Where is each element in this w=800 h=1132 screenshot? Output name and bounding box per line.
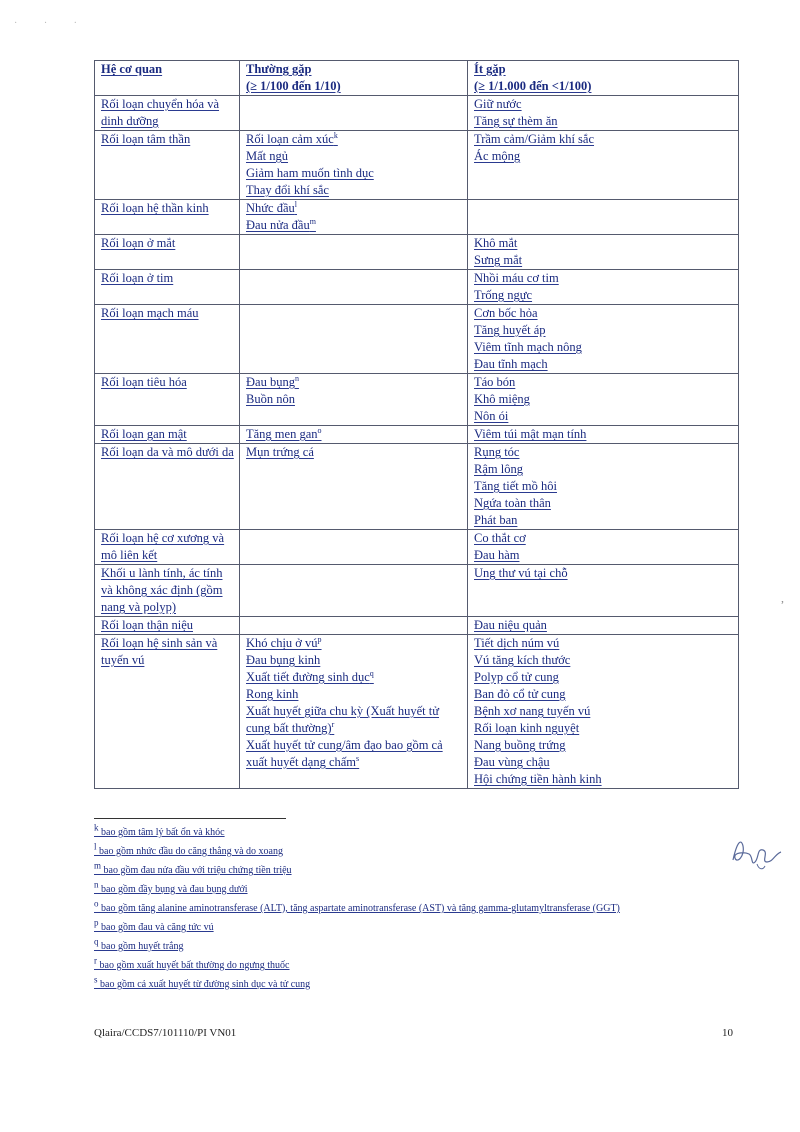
effect-item: Vú tăng kích thước	[474, 653, 571, 667]
organ-class-label: Rối loạn ở tim	[101, 271, 174, 285]
column-header-text: (≥ 1/100 đến 1/10)	[246, 79, 341, 93]
footnote	[94, 898, 744, 915]
footnote-separator	[94, 818, 286, 819]
effect-item: Ung thư vú tại chỗ	[474, 566, 568, 580]
uncommon-effects-cell	[468, 617, 739, 635]
common-effects-cell	[240, 530, 468, 565]
uncommon-effects-cell	[468, 635, 739, 789]
effect-item: Nhức đầu$^l$	[246, 199, 298, 215]
effect-item: Nang buồng trứng	[474, 738, 566, 752]
footnote-mark: s	[94, 974, 98, 985]
effect-item: Tiết dịch núm vú	[474, 636, 560, 650]
uncommon-effects-cell	[468, 131, 739, 200]
column-header	[468, 61, 739, 96]
organ-class-cell	[95, 305, 240, 374]
effect-item: Xuất huyết giữa chu kỳ (Xuất huyết tử cung bất thường)$^r$	[246, 704, 440, 735]
organ-class-cell	[95, 200, 240, 235]
scan-artifact: · · ·	[14, 18, 89, 29]
effect-item: Viêm túi mật mạn tính	[474, 427, 587, 441]
column-header-text: Thường gặp	[246, 62, 312, 76]
effect-item: Sưng mắt	[474, 253, 523, 267]
effect-item: Rối loạn cảm xúc$^k$	[246, 130, 338, 146]
footnote-mark: p	[94, 917, 99, 928]
common-effects-cell	[240, 426, 468, 444]
common-effects-cell	[240, 374, 468, 426]
uncommon-effects-cell	[468, 426, 739, 444]
footnote	[94, 974, 744, 991]
effect-item: Giảm ham muốn tình dục	[246, 166, 374, 180]
effect-item: Khó chịu ở $vú^p$	[246, 634, 322, 650]
effect-item: Nhồi máu cơ tim	[474, 271, 559, 285]
footnote	[94, 879, 744, 896]
effect-item: Đau hàm	[474, 548, 520, 562]
footnote-text: bao gồm cả xuất huyết từ đường sinh dục và tử cung	[100, 979, 311, 990]
footnote-text: bao gồm đầy bụng và đau bụng dưới	[101, 884, 248, 895]
organ-class-label: Rối loạn ở mắt	[101, 236, 176, 250]
effect-item: Trống ngực	[474, 288, 533, 302]
uncommon-effects-cell	[468, 374, 739, 426]
table-row	[95, 200, 739, 235]
common-effects-cell	[240, 131, 468, 200]
column-header	[240, 61, 468, 96]
organ-class-label: Rối loạn mạch máu	[101, 306, 199, 320]
organ-class-label: Rối loạn da và mô dưới da	[101, 445, 234, 459]
effect-item: Xuất tiết đường sinh dục$^q$	[246, 668, 374, 684]
effect-item: Co thắt cơ	[474, 531, 526, 545]
uncommon-effects-cell	[468, 565, 739, 617]
footnote-mark: r	[94, 955, 97, 966]
common-effects-cell	[240, 617, 468, 635]
organ-class-cell	[95, 96, 240, 131]
table-row	[95, 235, 739, 270]
footnote	[94, 822, 744, 839]
organ-class-label: Rối loạn hệ thần kinh	[101, 201, 209, 215]
uncommon-effects-cell	[468, 530, 739, 565]
uncommon-effects-cell	[468, 270, 739, 305]
column-header	[95, 61, 240, 96]
table-row	[95, 530, 739, 565]
uncommon-effects-cell	[468, 96, 739, 131]
organ-class-label: Rối loạn tâm thần	[101, 132, 191, 146]
effect-item: Đau bụng kinh	[246, 653, 321, 667]
common-effects-cell	[240, 270, 468, 305]
footnote	[94, 841, 744, 858]
footnote-mark: n	[94, 879, 99, 890]
organ-class-label: Khối u lành tính, ác tính và không xác định (gồm nang và polyp)	[101, 566, 223, 614]
column-header-text: Hệ cơ quan	[101, 62, 163, 76]
effect-item: Thay đổi khí sắc	[246, 183, 329, 197]
effect-item: Rụng tóc	[474, 445, 520, 459]
footnote-text: bao gồm đau và căng tức vú	[101, 922, 214, 933]
organ-class-cell	[95, 565, 240, 617]
effect-item: Rong kinh	[246, 687, 299, 701]
organ-class-cell	[95, 235, 240, 270]
effect-item: Mất ngủ	[246, 149, 289, 163]
footnote-mark: q	[94, 936, 99, 947]
column-header-text: (≥ 1/1.000 đến <1/100)	[474, 79, 592, 93]
uncommon-effects-cell	[468, 305, 739, 374]
effect-item: Tăng sự thèm ăn	[474, 114, 558, 128]
effect-item: Bệnh xơ nang tuyến vú	[474, 704, 591, 718]
organ-class-label: Rối loạn chuyển hóa và dinh dưỡng	[101, 97, 220, 128]
effect-item: Đau vùng chậu	[474, 755, 550, 769]
footnote-text: bao gồm huyết trắng	[101, 941, 184, 952]
table-row	[95, 305, 739, 374]
common-effects-cell	[240, 96, 468, 131]
uncommon-effects-cell	[468, 444, 739, 530]
table-row	[95, 565, 739, 617]
footnote-text: bao gồm nhức đầu do căng thẳng và do xoang	[99, 846, 283, 857]
effect-item: Đau nửa đầu$^m$	[246, 216, 316, 232]
effect-item: Cơn bốc hỏa	[474, 306, 538, 320]
table-row	[95, 96, 739, 131]
organ-class-label: Rối loạn hệ sinh sản và tuyến vú	[101, 636, 218, 667]
column-header-text: Ít gặp	[474, 62, 506, 76]
footnote-mark: o	[94, 898, 99, 909]
organ-class-cell	[95, 374, 240, 426]
footnotes	[94, 822, 744, 997]
organ-class-cell	[95, 444, 240, 530]
effect-item: Ác mộng	[474, 149, 521, 163]
table-row	[95, 131, 739, 200]
effect-item: Rối loạn kinh nguyệt	[474, 721, 580, 735]
effect-item: Hội chứng tiền hành kinh	[474, 772, 602, 786]
table-row	[95, 617, 739, 635]
footnote-mark: m	[94, 860, 102, 871]
footnote	[94, 936, 744, 953]
effect-item: Phát ban	[474, 513, 518, 527]
effect-item: Viêm tĩnh mạch nông	[474, 340, 582, 354]
common-effects-cell	[240, 305, 468, 374]
page-number: 10	[722, 1027, 733, 1039]
effect-item: Đau niệu quản	[474, 618, 547, 632]
uncommon-effects-cell	[468, 235, 739, 270]
organ-class-cell	[95, 426, 240, 444]
footnote	[94, 860, 744, 877]
document-code: Qlaira/CCDS7/101110/PI VN01	[94, 1027, 237, 1039]
organ-class-label: Rối loạn hệ cơ xương và mô liên kết	[101, 531, 225, 562]
footnote-mark: k	[94, 822, 99, 833]
organ-class-cell	[95, 270, 240, 305]
effect-item: Trầm cảm/Giảm khí sắc	[474, 132, 595, 146]
table-body	[95, 96, 739, 789]
effect-item: Mụn trứng cá	[246, 445, 314, 459]
effect-item: Giữ nước	[474, 97, 522, 111]
organ-class-cell	[95, 530, 240, 565]
handwritten-initials	[727, 832, 787, 872]
footnote-text: bao gồm tăng alanine aminotransferase (ALT), tăng aspartate aminotransferase (AST) và tăng gamma-glutamyltransferase (GGT)	[101, 903, 620, 914]
common-effects-cell	[240, 235, 468, 270]
effect-item: Tăng huyết áp	[474, 323, 546, 337]
organ-class-label: Rối loạn thận niệu	[101, 618, 193, 632]
effect-item: Tăng men gan$^o$	[246, 425, 322, 441]
effect-item: Tăng tiết mồ hôi	[474, 479, 557, 493]
organ-class-cell	[95, 131, 240, 200]
effect-item: Buồn nôn	[246, 392, 295, 406]
common-effects-cell	[240, 200, 468, 235]
table-header-row	[95, 61, 739, 96]
effect-item: Khô mắt	[474, 236, 518, 250]
common-effects-cell	[240, 565, 468, 617]
effect-item: Polyp cổ tử cung	[474, 670, 559, 684]
effect-item: Đau tĩnh mạch	[474, 357, 548, 371]
effect-item: Ban đỏ cổ tử cung	[474, 687, 566, 701]
effect-item: Nôn ói	[474, 409, 509, 423]
table-row	[95, 374, 739, 426]
footnote-text: bao gồm tâm lý bất ổn và khóc	[101, 827, 225, 838]
footnote-text: bao gồm xuất huyết bất thường do ngưng thuốc	[99, 960, 290, 971]
organ-class-label: Rối loạn tiêu hóa	[101, 375, 187, 389]
effect-item: Rậm lông	[474, 462, 523, 476]
table-row	[95, 270, 739, 305]
effect-item: Khô miệng	[474, 392, 530, 406]
footnote	[94, 955, 744, 972]
organ-class-cell	[95, 617, 240, 635]
effect-item: Táo bón	[474, 375, 516, 389]
margin-mark: ,	[781, 591, 784, 605]
table-row	[95, 426, 739, 444]
organ-class-cell	[95, 635, 240, 789]
organ-class-label: Rối loạn gan mật	[101, 427, 187, 441]
adverse-effects-table	[94, 60, 739, 789]
table-row	[95, 444, 739, 530]
footnote-text: bao gồm đau nửa đầu với triệu chứng tiền triệu	[103, 865, 292, 876]
common-effects-cell	[240, 444, 468, 530]
effect-item: Đau bụng$^n$	[246, 373, 299, 389]
common-effects-cell	[240, 635, 468, 789]
effect-item: Ngứa toàn thân	[474, 496, 551, 510]
uncommon-effects-cell	[468, 200, 739, 235]
effect-item: Xuất huyết tử cung/âm đạo bao gồm cả xuất huyết dạng chấm$^s$	[246, 738, 443, 769]
table-row	[95, 635, 739, 789]
footnote-mark: l	[94, 841, 97, 852]
footnote	[94, 917, 744, 934]
